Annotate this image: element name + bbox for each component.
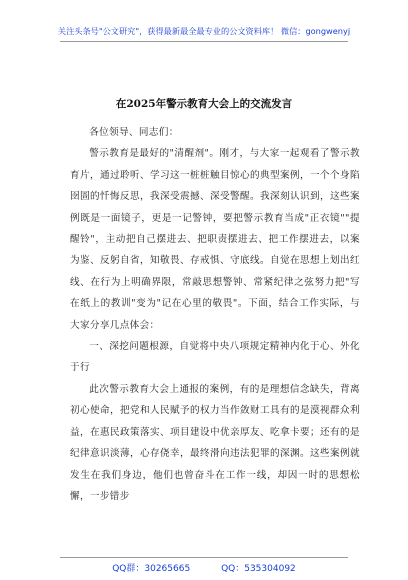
footer-divider [60,557,348,558]
paragraph-intro: 警示教育是最好的"清醒剂"。刚才，与大家一起观看了警示教育片，通过聆听、学习这一桩桩触目惊心的典型案例，一个个身陷囹圄的忏悔反思，我深受震撼、深受警醒。我深刻认识到，这些案例既是一面镜子，更是一记警钟，要把警示教育当成"正衣镜""提醒铃"，主动把自己摆进去、把职责摆进去、把工作摆进去，以案为鉴、反躬自省，知敬畏、存戒惧、守底线。自觉在思想上划出红线、在行为上明确界限，常敲思想警钟、常紧纪律之弦努力把"写在纸上的教训"变为"记在心里的敬畏"。下面，结合工作实际，与大家分享几点体会： [70,148,360,331]
qq-group-number: 30265665 [144,564,191,574]
qq-contact [221,564,296,574]
footer-contact [0,561,408,574]
qq-number: 535304092 [244,564,296,574]
paragraph-cases: 此次警示教育大会上通报的案例，有的是理想信念缺失，背离初心使命，把党和人民赋予的权力当作敛财工具有的是漠视群众利益，在惠民政策落实、项目建设中优亲厚友、吃拿卡要；还有的是纪律意识淡薄，心存侥幸，最终滑向违法犯罪的深渊。这些案例就发生在我们身边，他们也曾奋斗在工作一线，却因一时的思想松懈，一步错步 [70,383,360,502]
qq-group-label: QQ群： [112,564,145,574]
document-body [70,120,360,507]
header-divider [60,41,348,42]
qq-label: QQ： [221,564,245,574]
document-title: 在2025年警示教育大会上的交流发言 [115,98,293,110]
qq-group [112,564,190,574]
salutation: 各位领导、同志们： [89,127,179,138]
header-banner: 关注头条号"公文研究"，获得最新最全最专业的公文资料库！ 微信：gongwenyj [57,26,351,36]
section-heading-1: 一、深挖问题根源，自觉将中央八项规定精神内化于心、外化于行 [70,341,360,374]
